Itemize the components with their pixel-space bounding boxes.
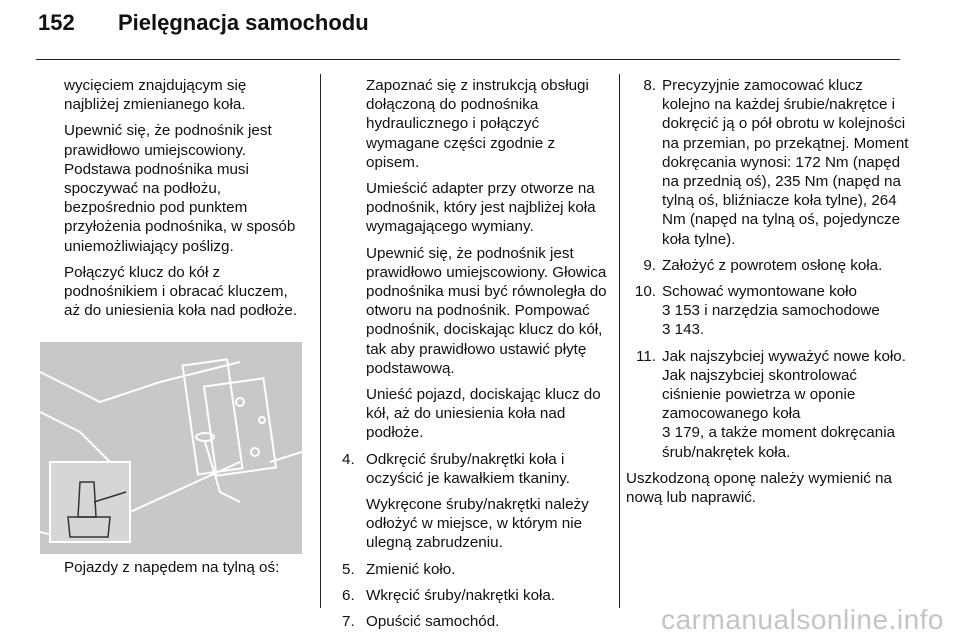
paragraph: wycięciem znajdującym się najbliżej zmienianego koła. (64, 77, 247, 114)
jack-illustration (40, 342, 302, 554)
list-number: 5. (342, 560, 355, 578)
paragraph: Wykręcone śruby/nakrętki należy odłożyć w miejsce, w którym nie ulegną zabrudzeniu. (366, 496, 589, 552)
list-item (622, 256, 910, 275)
paragraph: Unieść pojazd, dociskając klucz do kół, aż do uniesienia koła nad podłoże. (366, 386, 601, 442)
page-reference-link[interactable]: 3 153 i narzędzia samochodowe (662, 302, 880, 320)
list-item (340, 450, 612, 488)
list-text: Precyzyjnie zamocować klucz kolejno na każdej śrubie/nakrętce i dokręcić ją o pół obrotu w kolejności na przemian, po przekątnej. Moment dokręcania wynosi: 172 Nm (napęd na przednią oś), 235 Nm (napęd na tylną oś, bliźniacze koła tylne), 264 Nm (napęd na tylną oś, pojedyncze koła tylne). (662, 77, 909, 248)
list-item (340, 560, 612, 579)
paragraph: Upewnić się, że podnośnik jest prawidłowo umiejscowiony. Głowica podnośnika musi być równoległa do otworu na podnośnik. Pompować podnośnik, dociskając klucz do kół, tak aby prawidłowo ustawić płytę podstawową. (366, 244, 607, 377)
page-reference-link[interactable]: 3 179, a także moment dokręcania śrub/nakrętek koła. (662, 424, 896, 461)
list-number: 8. (643, 77, 656, 94)
list-item (622, 76, 910, 249)
list-text: Odkręcić śruby/nakrętki koła i oczyścić je kawałkiem tkaniny. (366, 450, 570, 487)
column-divider-2 (619, 74, 620, 608)
page-reference-link[interactable]: 3 143. (662, 321, 705, 339)
column-3 (622, 76, 910, 514)
list-text: Założyć z powrotem osłonę koła. (662, 256, 883, 274)
jack-drawing (40, 342, 302, 554)
page-number: 152 (38, 10, 75, 35)
column-2 (340, 76, 612, 638)
list-item (340, 612, 612, 631)
list-item (622, 282, 910, 340)
list-text: Zmienić koło. (366, 560, 456, 578)
list-number: 4. (342, 450, 355, 468)
list-item (622, 347, 910, 462)
list-text-line: Schować wymontowane koło (662, 283, 858, 301)
paragraph: Uszkodzoną oponę należy wymienić na nową lub naprawić. (626, 469, 892, 507)
watermark-text: carmanualsonline.info (661, 604, 944, 635)
list-number: 6. (342, 586, 355, 604)
column-1 (64, 76, 304, 327)
list-text: Opuścić samochód. (366, 613, 500, 631)
paragraph: Zapoznać się z instrukcją obsługi dołączoną do podnośnika hydraulicznego i połączyć wymagane części zgodnie z opisem. (366, 77, 589, 171)
list-number: 11. (636, 347, 656, 365)
illustration-caption: Pojazdy z napędem na tylną oś: (64, 559, 280, 576)
header-rule (36, 59, 900, 60)
paragraph: Upewnić się, że podnośnik jest prawidłowo umiejscowiony. Podstawa podnośnika musi spoczywać na podłożu, bezpośrednio pod punktem przyłożenia podnośnika, w sposób uniemożliwiający poślizg. (64, 122, 296, 255)
list-text (662, 347, 910, 462)
list-number: 10. (634, 283, 656, 301)
list-text-line: Jak najszybciej wyważyć nowe koło. Jak najszybciej skontrolować ciśnienie powietrza w oponie zamocowanego koła (662, 347, 906, 423)
list-number: 7. (342, 613, 355, 631)
paragraph: Połączyć klucz do kół z podnośnikiem i obracać kluczem, aż do uniesienia koła nad podłoże. (64, 263, 298, 320)
page-title: Pielęgnacja samochodu (118, 10, 369, 35)
list-text (662, 282, 910, 340)
paragraph: Umieścić adapter przy otworze na podnośnik, który jest najbliżej koła wymagającego wymiany. (366, 180, 596, 236)
list-number: 9. (643, 256, 656, 274)
column-divider-1 (320, 74, 321, 608)
list-item (340, 586, 612, 605)
list-text: Wkręcić śruby/nakrętki koła. (366, 586, 556, 604)
